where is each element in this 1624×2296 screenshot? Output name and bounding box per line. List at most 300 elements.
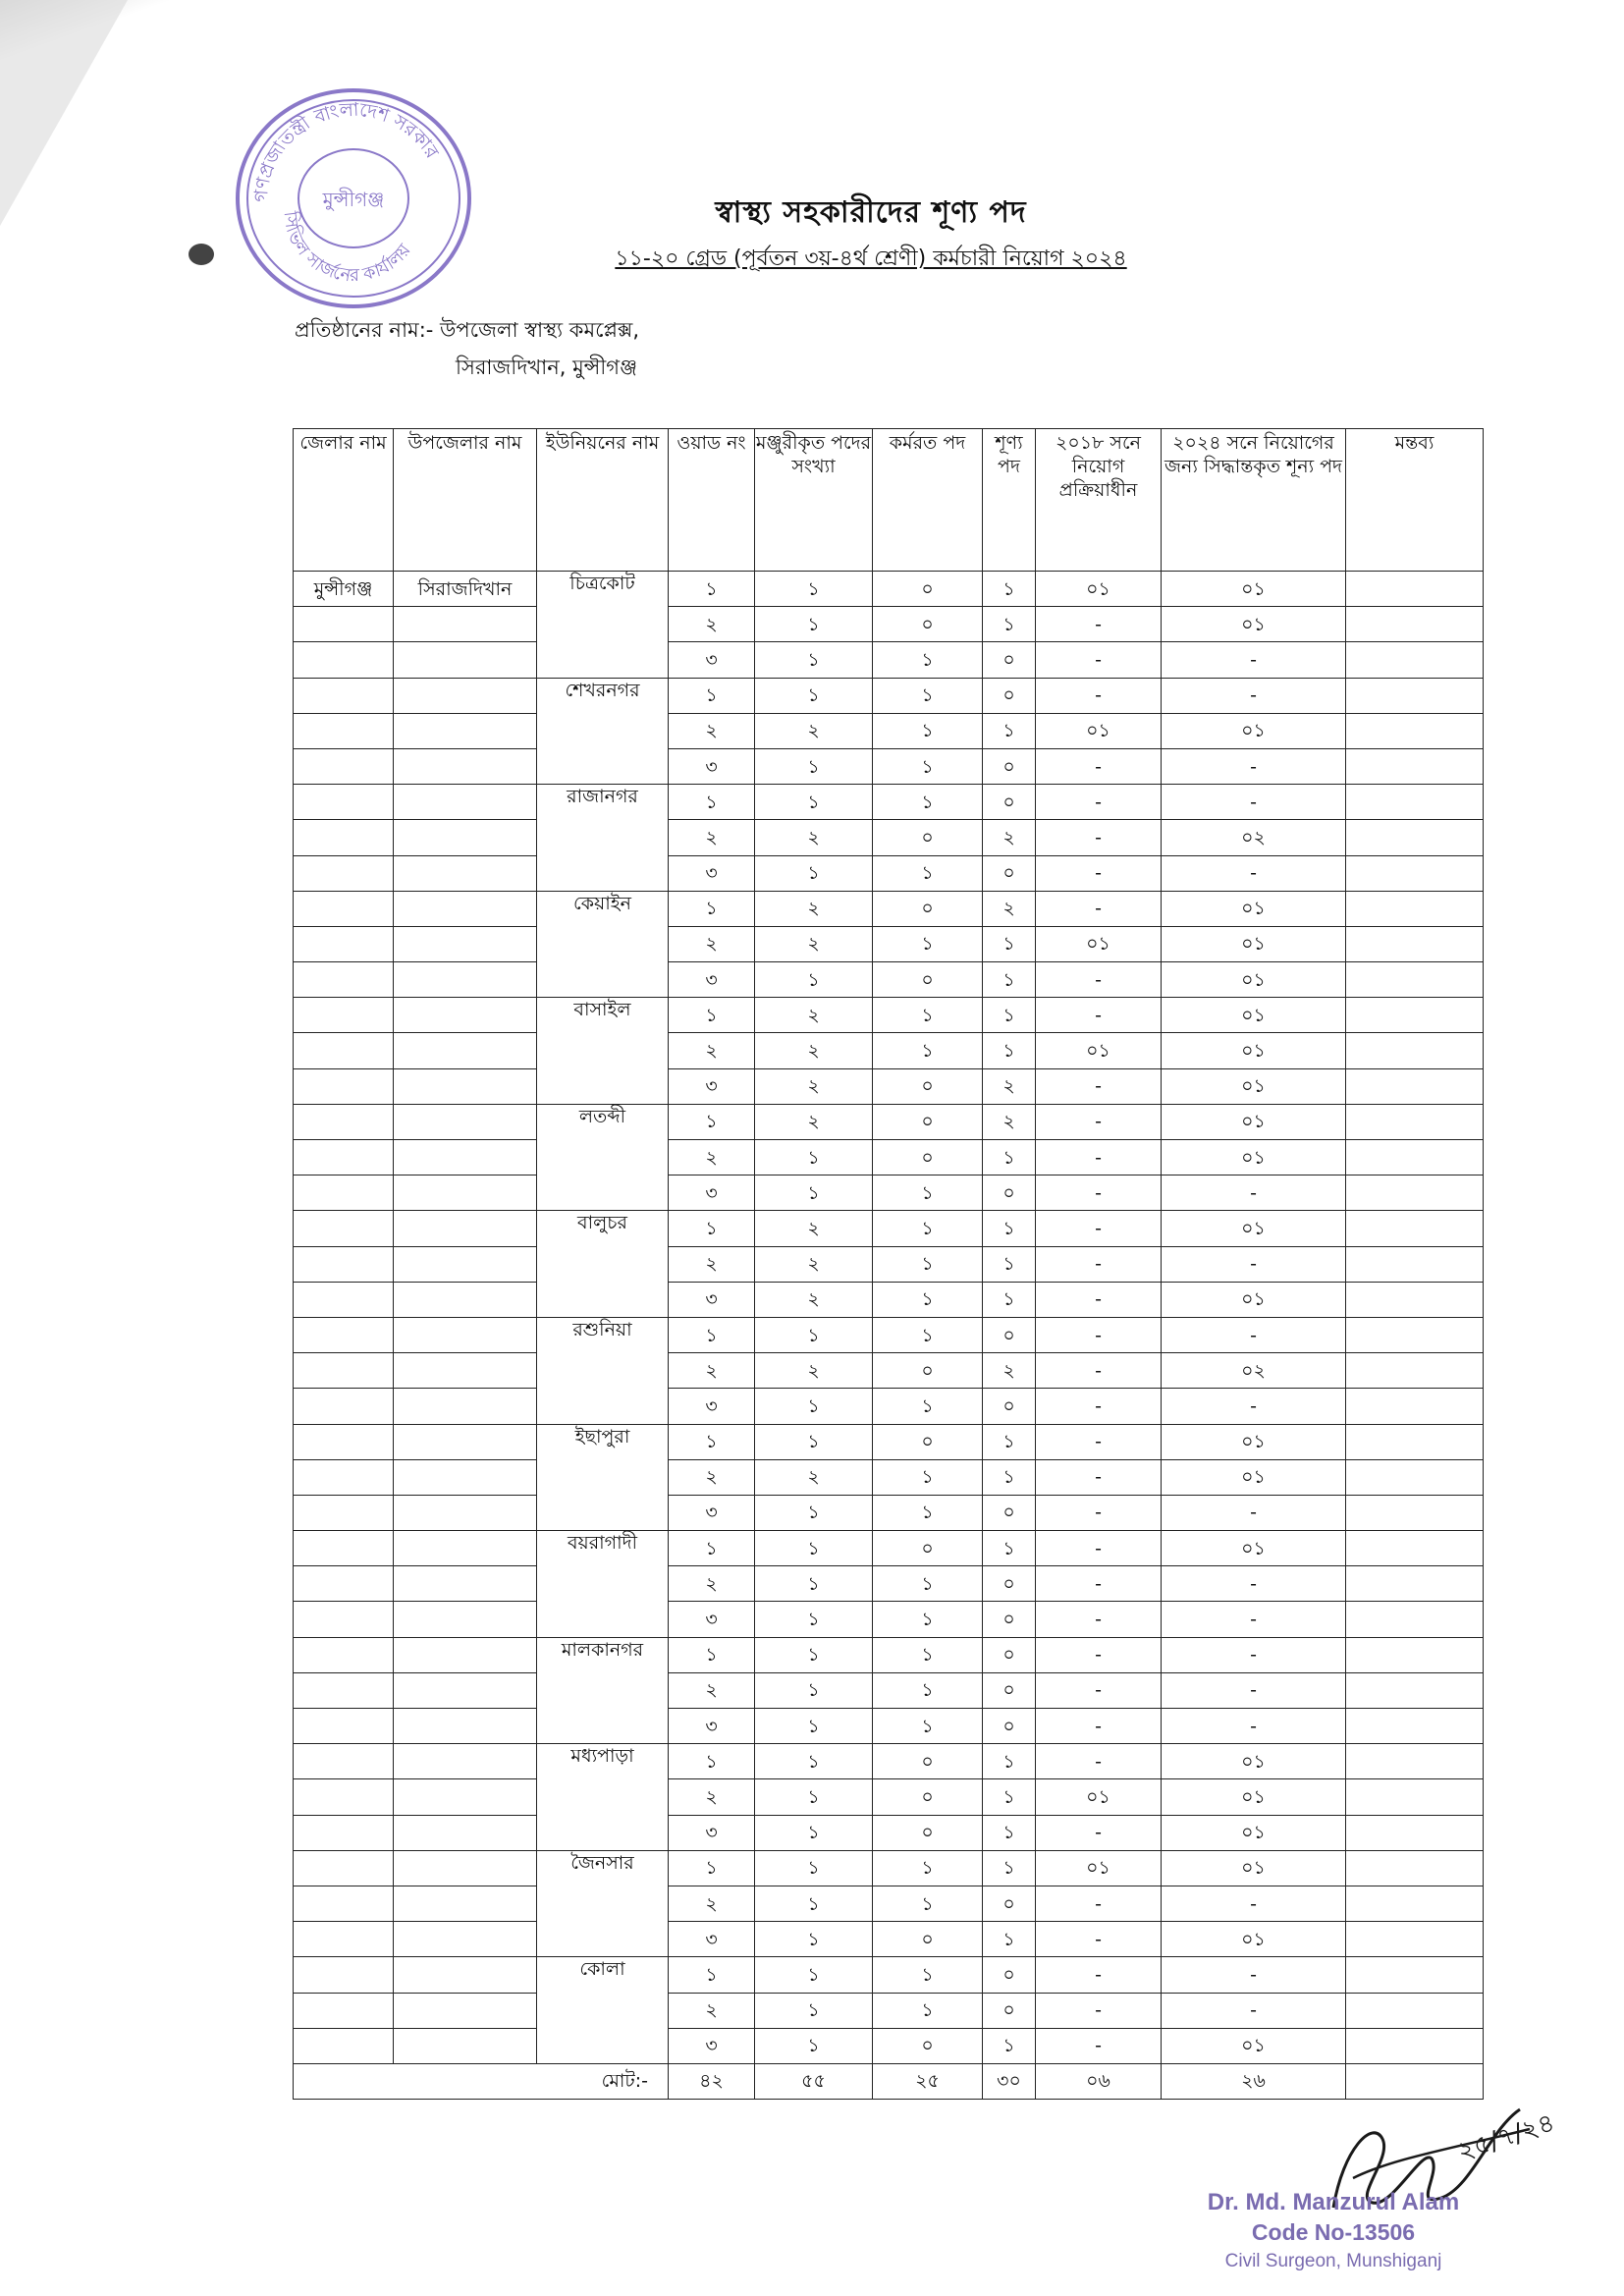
sanctioned-cell: ১: [755, 1993, 873, 2028]
remarks-cell: [1346, 1566, 1484, 1602]
remarks-cell: [1346, 1495, 1484, 1530]
remarks-cell: [1346, 1993, 1484, 2028]
upazila-cell: [394, 1531, 537, 1566]
table-row: [294, 855, 1484, 891]
header-upazila: উপজেলার নাম: [394, 429, 537, 572]
union-name-cell: বালুচর: [537, 1211, 669, 1318]
in-process-2018-cell: -: [1036, 1922, 1162, 1957]
sanctioned-cell: ২: [755, 1211, 873, 1246]
total-decided-2024: ২৬: [1162, 2063, 1346, 2099]
sanctioned-cell: ১: [755, 1389, 873, 1424]
totals-row: [294, 2063, 1484, 2099]
sanctioned-cell: ১: [755, 855, 873, 891]
ward-cell: ২: [669, 1033, 755, 1068]
sanctioned-cell: ১: [755, 1779, 873, 1815]
total-ward: ৪২: [669, 2063, 755, 2099]
in-process-2018-cell: -: [1036, 1672, 1162, 1708]
upazila-cell: [394, 607, 537, 642]
sanctioned-cell: ১: [755, 1175, 873, 1211]
ward-cell: ৩: [669, 1175, 755, 1211]
upazila-cell: [394, 891, 537, 926]
remarks-cell: [1346, 1744, 1484, 1779]
in-process-2018-cell: ০১: [1036, 1033, 1162, 1068]
remarks-cell: [1346, 1459, 1484, 1495]
district-cell: [294, 1850, 394, 1886]
signatory-designation: Civil Surgeon, Munshiganj: [1224, 2251, 1442, 2271]
working-cell: ১: [873, 998, 983, 1033]
district-cell: [294, 1140, 394, 1175]
decided-2024-cell: -: [1162, 1993, 1346, 2028]
ward-cell: ৩: [669, 1495, 755, 1530]
decided-2024-cell: -: [1162, 1246, 1346, 1282]
district-cell: [294, 926, 394, 961]
sanctioned-cell: ১: [755, 642, 873, 678]
working-cell: ১: [873, 1282, 983, 1317]
district-cell: [294, 1672, 394, 1708]
table-row: [294, 1815, 1484, 1850]
district-cell: [294, 1566, 394, 1602]
table-row: [294, 1175, 1484, 1211]
decided-2024-cell: ০১: [1162, 1068, 1346, 1104]
header-district: জেলার নাম: [294, 429, 394, 572]
district-cell: [294, 1033, 394, 1068]
remarks-cell: [1346, 1922, 1484, 1957]
upazila-cell: [394, 748, 537, 784]
remarks-cell: [1346, 998, 1484, 1033]
decided-2024-cell: ০১: [1162, 713, 1346, 748]
table-row: [294, 820, 1484, 855]
working-cell: ০: [873, 1531, 983, 1566]
vacant-cell: ১: [983, 926, 1036, 961]
working-cell: ১: [873, 1602, 983, 1637]
ward-cell: ১: [669, 1104, 755, 1139]
sanctioned-cell: ১: [755, 1886, 873, 1921]
remarks-cell: [1346, 678, 1484, 713]
remarks-cell: [1346, 2028, 1484, 2063]
upazila-cell: [394, 2028, 537, 2063]
district-cell: [294, 1495, 394, 1530]
decided-2024-cell: -: [1162, 642, 1346, 678]
sanctioned-cell: ২: [755, 713, 873, 748]
in-process-2018-cell: -: [1036, 1993, 1162, 2028]
remarks-cell: [1346, 1886, 1484, 1921]
ward-cell: ৩: [669, 1709, 755, 1744]
sanctioned-cell: ২: [755, 1068, 873, 1104]
in-process-2018-cell: -: [1036, 1353, 1162, 1389]
remarks-cell: [1346, 891, 1484, 926]
sanctioned-cell: ১: [755, 2028, 873, 2063]
decided-2024-cell: ০১: [1162, 926, 1346, 961]
remarks-cell: [1346, 1602, 1484, 1637]
sanctioned-cell: ২: [755, 1282, 873, 1317]
district-cell: [294, 962, 394, 998]
table-row: [294, 748, 1484, 784]
sanctioned-cell: ২: [755, 820, 873, 855]
remarks-cell: [1346, 1353, 1484, 1389]
ward-cell: ৩: [669, 748, 755, 784]
district-cell: [294, 1957, 394, 1993]
vacant-cell: ১: [983, 607, 1036, 642]
table-row: [294, 1459, 1484, 1495]
remarks-cell: [1346, 820, 1484, 855]
working-cell: ০: [873, 1140, 983, 1175]
union-name-cell: চিত্রকোট: [537, 572, 669, 679]
union-name-cell: লতব্দী: [537, 1104, 669, 1211]
ward-cell: ৩: [669, 642, 755, 678]
table-row: [294, 1566, 1484, 1602]
district-cell: [294, 1993, 394, 2028]
sanctioned-cell: ১: [755, 1566, 873, 1602]
upazila-cell: [394, 1353, 537, 1389]
vacant-cell: ০: [983, 1672, 1036, 1708]
remarks-cell: [1346, 1709, 1484, 1744]
header-sanctioned: মঞ্জুরীকৃত পদের সংখ্যা: [755, 429, 873, 572]
district-cell: [294, 1744, 394, 1779]
in-process-2018-cell: -: [1036, 1566, 1162, 1602]
upazila-cell: [394, 1566, 537, 1602]
working-cell: ১: [873, 1993, 983, 2028]
union-name-cell: বাসাইল: [537, 998, 669, 1105]
sanctioned-cell: ১: [755, 1672, 873, 1708]
upazila-cell: [394, 1282, 537, 1317]
ward-cell: ৩: [669, 962, 755, 998]
table-row: [294, 713, 1484, 748]
decided-2024-cell: ০১: [1162, 891, 1346, 926]
union-name-cell: জৈনসার: [537, 1850, 669, 1957]
decided-2024-cell: -: [1162, 1566, 1346, 1602]
remarks-cell: [1346, 1282, 1484, 1317]
district-cell: [294, 748, 394, 784]
table-row: [294, 642, 1484, 678]
table-row: [294, 1140, 1484, 1175]
upazila-cell: [394, 1424, 537, 1459]
remarks-cell: [1346, 1424, 1484, 1459]
upazila-cell: [394, 1033, 537, 1068]
table-row: [294, 1424, 1484, 1459]
table-row: [294, 1993, 1484, 2028]
ward-cell: ১: [669, 1850, 755, 1886]
vacant-cell: ১: [983, 962, 1036, 998]
upazila-cell: [394, 962, 537, 998]
upazila-cell: [394, 1211, 537, 1246]
sanctioned-cell: ১: [755, 785, 873, 820]
ward-cell: ২: [669, 607, 755, 642]
union-name-cell: ইছাপুরা: [537, 1424, 669, 1531]
district-cell: [294, 1779, 394, 1815]
upazila-cell: [394, 855, 537, 891]
district-cell: [294, 1459, 394, 1495]
working-cell: ১: [873, 1709, 983, 1744]
decided-2024-cell: -: [1162, 1389, 1346, 1424]
decided-2024-cell: -: [1162, 1957, 1346, 1993]
upazila-cell: [394, 1709, 537, 1744]
remarks-cell: [1346, 785, 1484, 820]
table-row: [294, 998, 1484, 1033]
vacant-cell: ১: [983, 1850, 1036, 1886]
ward-cell: ২: [669, 1246, 755, 1282]
sanctioned-cell: ১: [755, 1531, 873, 1566]
vacant-cell: ১: [983, 998, 1036, 1033]
district-cell: [294, 1709, 394, 1744]
upazila-cell: [394, 1140, 537, 1175]
working-cell: ০: [873, 1815, 983, 1850]
vacant-cell: ১: [983, 1033, 1036, 1068]
decided-2024-cell: -: [1162, 1317, 1346, 1352]
total-working: ২৫: [873, 2063, 983, 2099]
table-row: [294, 572, 1484, 607]
district-cell: [294, 1246, 394, 1282]
table-row: [294, 1744, 1484, 1779]
district-cell: [294, 1815, 394, 1850]
sanctioned-cell: ১: [755, 1637, 873, 1672]
in-process-2018-cell: ০১: [1036, 572, 1162, 607]
vacant-cell: ১: [983, 2028, 1036, 2063]
vacant-cell: ১: [983, 1282, 1036, 1317]
union-name-cell: কেয়াইন: [537, 891, 669, 998]
decided-2024-cell: ০১: [1162, 1282, 1346, 1317]
in-process-2018-cell: -: [1036, 1140, 1162, 1175]
in-process-2018-cell: ০১: [1036, 713, 1162, 748]
upazila-cell: [394, 1672, 537, 1708]
working-cell: ১: [873, 1246, 983, 1282]
decided-2024-cell: -: [1162, 1602, 1346, 1637]
table-body: [294, 572, 1484, 2064]
institution-line-2: সিরাজদিখান, মুন্সীগঞ্জ: [456, 355, 638, 379]
vacant-cell: ১: [983, 713, 1036, 748]
sanctioned-cell: ১: [755, 1957, 873, 1993]
in-process-2018-cell: -: [1036, 891, 1162, 926]
working-cell: ০: [873, 962, 983, 998]
upazila-cell: [394, 998, 537, 1033]
in-process-2018-cell: -: [1036, 1886, 1162, 1921]
sanctioned-cell: ২: [755, 1104, 873, 1139]
table-row: [294, 1957, 1484, 1993]
in-process-2018-cell: -: [1036, 1531, 1162, 1566]
ward-cell: ১: [669, 1744, 755, 1779]
in-process-2018-cell: -: [1036, 1317, 1162, 1352]
upazila-cell: [394, 642, 537, 678]
working-cell: ১: [873, 1211, 983, 1246]
vacant-cell: ২: [983, 891, 1036, 926]
working-cell: ১: [873, 1637, 983, 1672]
in-process-2018-cell: -: [1036, 1068, 1162, 1104]
table-row: [294, 1886, 1484, 1921]
remarks-cell: [1346, 1175, 1484, 1211]
table-row: [294, 785, 1484, 820]
in-process-2018-cell: -: [1036, 785, 1162, 820]
decided-2024-cell: ০১: [1162, 1779, 1346, 1815]
ward-cell: ১: [669, 891, 755, 926]
ward-cell: ২: [669, 820, 755, 855]
district-cell: [294, 1922, 394, 1957]
table-row: [294, 962, 1484, 998]
vacant-cell: ১: [983, 1531, 1036, 1566]
union-name-cell: রশুনিয়া: [537, 1317, 669, 1424]
working-cell: ০: [873, 1744, 983, 1779]
upazila-cell: [394, 1602, 537, 1637]
totals-label: মোট:-: [294, 2063, 669, 2099]
working-cell: ১: [873, 1459, 983, 1495]
ward-cell: ২: [669, 1459, 755, 1495]
decided-2024-cell: ০১: [1162, 1815, 1346, 1850]
working-cell: ০: [873, 607, 983, 642]
sanctioned-cell: ২: [755, 1246, 873, 1282]
signature-date: ২৫/৭/২৪: [1453, 2107, 1559, 2167]
in-process-2018-cell: -: [1036, 1389, 1162, 1424]
sanctioned-cell: ১: [755, 1495, 873, 1530]
district-cell: [294, 891, 394, 926]
union-name-cell: কোলা: [537, 1957, 669, 2064]
signatory-name: Dr. Md. Manzurul Alam: [1207, 2189, 1460, 2215]
decided-2024-cell: ০১: [1162, 998, 1346, 1033]
upazila-cell: [394, 1389, 537, 1424]
ward-cell: ১: [669, 678, 755, 713]
district-cell: [294, 1317, 394, 1352]
ward-cell: ১: [669, 1637, 755, 1672]
remarks-cell: [1346, 1068, 1484, 1104]
district-cell: [294, 1175, 394, 1211]
ward-cell: ২: [669, 713, 755, 748]
decided-2024-cell: -: [1162, 1637, 1346, 1672]
signatory-code: Code No-13506: [1251, 2219, 1416, 2245]
vacant-cell: ২: [983, 1068, 1036, 1104]
remarks-cell: [1346, 748, 1484, 784]
decided-2024-cell: ০১: [1162, 962, 1346, 998]
table-row: [294, 1779, 1484, 1815]
header-in-process-2018: ২০১৮ সনে নিয়োগ প্রক্রিয়াধীন: [1036, 429, 1162, 572]
district-cell: [294, 1211, 394, 1246]
vacant-cell: ২: [983, 1104, 1036, 1139]
header-union: ইউনিয়নের নাম: [537, 429, 669, 572]
remarks-cell: [1346, 1637, 1484, 1672]
vacant-cell: ১: [983, 1779, 1036, 1815]
table-row: [294, 1353, 1484, 1389]
vacant-cell: ১: [983, 1246, 1036, 1282]
ward-cell: ১: [669, 1957, 755, 1993]
remarks-cell: [1346, 1531, 1484, 1566]
district-cell: [294, 1068, 394, 1104]
header-working: কর্মরত পদ: [873, 429, 983, 572]
table-row: [294, 1531, 1484, 1566]
remarks-cell: [1346, 962, 1484, 998]
district-cell: [294, 642, 394, 678]
district-cell: [294, 1353, 394, 1389]
seal-outer-text: গণপ্রজাতন্ত্রী বাংলাদেশ সরকার: [249, 98, 443, 203]
table-row: [294, 1709, 1484, 1744]
in-process-2018-cell: -: [1036, 2028, 1162, 2063]
decided-2024-cell: ০১: [1162, 1424, 1346, 1459]
in-process-2018-cell: -: [1036, 1246, 1162, 1282]
upazila-cell: সিরাজদিখান: [394, 572, 537, 607]
working-cell: ১: [873, 1033, 983, 1068]
vacancy-table: [293, 428, 1484, 2100]
upazila-cell: [394, 1317, 537, 1352]
working-cell: ১: [873, 713, 983, 748]
in-process-2018-cell: -: [1036, 1709, 1162, 1744]
remarks-cell: [1346, 713, 1484, 748]
in-process-2018-cell: -: [1036, 1957, 1162, 1993]
union-name-cell: মালকানগর: [537, 1637, 669, 1744]
in-process-2018-cell: ০১: [1036, 1850, 1162, 1886]
decided-2024-cell: ০১: [1162, 1104, 1346, 1139]
working-cell: ১: [873, 642, 983, 678]
table-row: [294, 891, 1484, 926]
in-process-2018-cell: -: [1036, 1744, 1162, 1779]
ward-cell: ১: [669, 1211, 755, 1246]
working-cell: ০: [873, 891, 983, 926]
ward-cell: ২: [669, 1566, 755, 1602]
decided-2024-cell: ০১: [1162, 1459, 1346, 1495]
header-remarks: মন্তব্য: [1346, 429, 1484, 572]
upazila-cell: [394, 820, 537, 855]
working-cell: ১: [873, 1672, 983, 1708]
seal-inner-text: মুন্সীগঞ্জ: [322, 188, 385, 211]
remarks-cell: [1346, 1389, 1484, 1424]
district-cell: [294, 1424, 394, 1459]
sanctioned-cell: ১: [755, 1602, 873, 1637]
decided-2024-cell: -: [1162, 1175, 1346, 1211]
in-process-2018-cell: -: [1036, 855, 1162, 891]
sanctioned-cell: ১: [755, 1424, 873, 1459]
table-row: [294, 1672, 1484, 1708]
working-cell: ১: [873, 1566, 983, 1602]
decided-2024-cell: -: [1162, 855, 1346, 891]
vacant-cell: ১: [983, 1211, 1036, 1246]
district-cell: [294, 1531, 394, 1566]
upazila-cell: [394, 1886, 537, 1921]
ward-cell: ১: [669, 1531, 755, 1566]
ward-cell: ১: [669, 998, 755, 1033]
in-process-2018-cell: -: [1036, 1282, 1162, 1317]
vacant-cell: ০: [983, 1993, 1036, 2028]
district-cell: [294, 1282, 394, 1317]
signatory-stamp: [1186, 2188, 1481, 2276]
working-cell: ১: [873, 1317, 983, 1352]
header-decided-2024: ২০২৪ সনে নিয়োগের জন্য সিদ্ধান্তকৃত শূন্য পদ: [1162, 429, 1346, 572]
sanctioned-cell: ১: [755, 1140, 873, 1175]
decided-2024-cell: ০১: [1162, 1140, 1346, 1175]
vacant-cell: ০: [983, 1602, 1036, 1637]
upazila-cell: [394, 1246, 537, 1282]
working-cell: ০: [873, 1353, 983, 1389]
upazila-cell: [394, 1495, 537, 1530]
district-cell: [294, 998, 394, 1033]
vacant-cell: ০: [983, 855, 1036, 891]
working-cell: ০: [873, 2028, 983, 2063]
remarks-cell: [1346, 572, 1484, 607]
table-row: [294, 1389, 1484, 1424]
ward-cell: ২: [669, 1993, 755, 2028]
institution-line-1: প্রতিষ্ঠানের নাম:- উপজেলা স্বাস্থ্য কমপ্লেক্স,: [295, 318, 640, 342]
ward-cell: ২: [669, 926, 755, 961]
decided-2024-cell: -: [1162, 678, 1346, 713]
working-cell: ১: [873, 926, 983, 961]
upazila-cell: [394, 1459, 537, 1495]
table-row: [294, 678, 1484, 713]
decided-2024-cell: ০১: [1162, 1922, 1346, 1957]
sanctioned-cell: ২: [755, 926, 873, 961]
sanctioned-cell: ১: [755, 572, 873, 607]
working-cell: ১: [873, 1175, 983, 1211]
remarks-cell: [1346, 1140, 1484, 1175]
ward-cell: ১: [669, 785, 755, 820]
working-cell: ০: [873, 1922, 983, 1957]
working-cell: ১: [873, 1886, 983, 1921]
district-cell: [294, 678, 394, 713]
in-process-2018-cell: ০১: [1036, 1779, 1162, 1815]
upazila-cell: [394, 1104, 537, 1139]
working-cell: ০: [873, 820, 983, 855]
